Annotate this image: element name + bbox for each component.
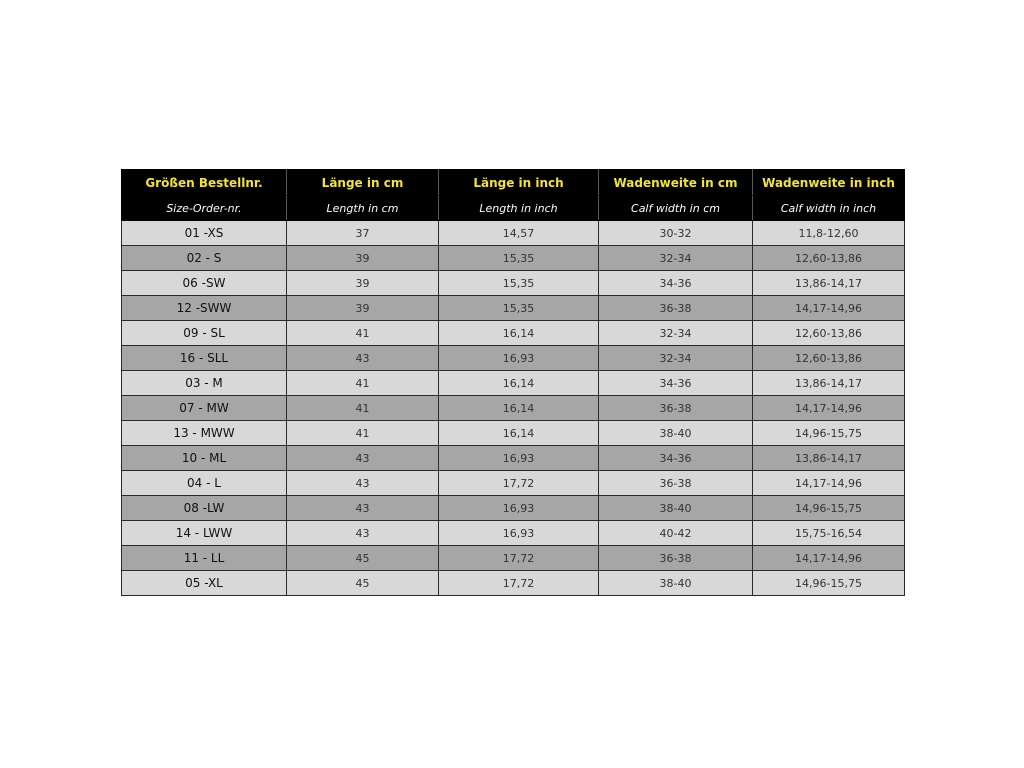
table-row [122, 246, 905, 271]
table-row [122, 421, 905, 446]
table-row [122, 521, 905, 546]
size-cell: 13 - MWW [122, 421, 287, 446]
calf-width-inch-cell: 13,86-14,17 [753, 371, 905, 396]
calf-width-inch-cell: 14,17-14,96 [753, 396, 905, 421]
length-cm-cell: 37 [287, 221, 439, 246]
table-row [122, 571, 905, 596]
subheader-length-inch: Length in inch [439, 196, 599, 221]
calf-width-cm-cell: 32-34 [599, 246, 753, 271]
length-inch-cell: 16,14 [439, 421, 599, 446]
size-cell: 03 - M [122, 371, 287, 396]
calf-width-cm-cell: 38-40 [599, 571, 753, 596]
size-cell: 14 - LWW [122, 521, 287, 546]
calf-width-cm-cell: 32-34 [599, 346, 753, 371]
length-cm-cell: 43 [287, 346, 439, 371]
table-row [122, 371, 905, 396]
table-row [122, 396, 905, 421]
calf-width-cm-cell: 38-40 [599, 496, 753, 521]
subheader-calf-width-cm: Calf width in cm [599, 196, 753, 221]
length-cm-cell: 43 [287, 521, 439, 546]
calf-width-cm-cell: 36-38 [599, 396, 753, 421]
length-inch-cell: 16,93 [439, 496, 599, 521]
length-inch-cell: 16,14 [439, 371, 599, 396]
header-length-cm: Länge in cm [287, 170, 439, 196]
header-row [122, 170, 905, 196]
calf-width-inch-cell: 14,96-15,75 [753, 571, 905, 596]
size-cell: 12 -SWW [122, 296, 287, 321]
length-cm-cell: 43 [287, 446, 439, 471]
subheader-size-order: Size-Order-nr. [122, 196, 287, 221]
size-cell: 05 -XL [122, 571, 287, 596]
length-cm-cell: 43 [287, 471, 439, 496]
header-calf-width-cm: Wadenweite in cm [599, 170, 753, 196]
calf-width-cm-cell: 34-36 [599, 271, 753, 296]
length-cm-cell: 39 [287, 246, 439, 271]
calf-width-inch-cell: 13,86-14,17 [753, 446, 905, 471]
calf-width-inch-cell: 12,60-13,86 [753, 321, 905, 346]
table-row [122, 346, 905, 371]
table-row [122, 271, 905, 296]
length-inch-cell: 16,93 [439, 446, 599, 471]
size-cell: 02 - S [122, 246, 287, 271]
calf-width-cm-cell: 36-38 [599, 471, 753, 496]
table-row [122, 496, 905, 521]
table-row [122, 296, 905, 321]
calf-width-cm-cell: 36-38 [599, 296, 753, 321]
length-cm-cell: 41 [287, 396, 439, 421]
header-size-order: Größen Bestellnr. [122, 170, 287, 196]
calf-width-cm-cell: 32-34 [599, 321, 753, 346]
calf-width-cm-cell: 30-32 [599, 221, 753, 246]
calf-width-cm-cell: 36-38 [599, 546, 753, 571]
table-row [122, 446, 905, 471]
header-length-inch: Länge in inch [439, 170, 599, 196]
length-inch-cell: 16,14 [439, 396, 599, 421]
size-cell: 16 - SLL [122, 346, 287, 371]
size-cell: 11 - LL [122, 546, 287, 571]
length-inch-cell: 15,35 [439, 271, 599, 296]
subheader-row [122, 196, 905, 221]
calf-width-inch-cell: 14,17-14,96 [753, 471, 905, 496]
length-cm-cell: 39 [287, 271, 439, 296]
calf-width-cm-cell: 34-36 [599, 446, 753, 471]
calf-width-inch-cell: 14,17-14,96 [753, 296, 905, 321]
calf-width-inch-cell: 14,17-14,96 [753, 546, 905, 571]
header-calf-width-inch: Wadenweite in inch [753, 170, 905, 196]
calf-width-cm-cell: 38-40 [599, 421, 753, 446]
size-cell: 08 -LW [122, 496, 287, 521]
calf-width-cm-cell: 34-36 [599, 371, 753, 396]
length-cm-cell: 41 [287, 321, 439, 346]
calf-width-inch-cell: 12,60-13,86 [753, 246, 905, 271]
size-cell: 04 - L [122, 471, 287, 496]
length-cm-cell: 39 [287, 296, 439, 321]
length-cm-cell: 45 [287, 571, 439, 596]
calf-width-inch-cell: 12,60-13,86 [753, 346, 905, 371]
size-chart-table [121, 169, 905, 596]
length-cm-cell: 41 [287, 421, 439, 446]
length-inch-cell: 15,35 [439, 296, 599, 321]
size-cell: 06 -SW [122, 271, 287, 296]
size-cell: 10 - ML [122, 446, 287, 471]
length-cm-cell: 43 [287, 496, 439, 521]
calf-width-inch-cell: 14,96-15,75 [753, 496, 905, 521]
table-row [122, 221, 905, 246]
length-cm-cell: 41 [287, 371, 439, 396]
calf-width-inch-cell: 15,75-16,54 [753, 521, 905, 546]
length-inch-cell: 17,72 [439, 571, 599, 596]
size-cell: 07 - MW [122, 396, 287, 421]
size-cell: 01 -XS [122, 221, 287, 246]
calf-width-cm-cell: 40-42 [599, 521, 753, 546]
table-row [122, 471, 905, 496]
length-cm-cell: 45 [287, 546, 439, 571]
table-row [122, 546, 905, 571]
length-inch-cell: 16,14 [439, 321, 599, 346]
length-inch-cell: 16,93 [439, 346, 599, 371]
length-inch-cell: 15,35 [439, 246, 599, 271]
length-inch-cell: 17,72 [439, 546, 599, 571]
calf-width-inch-cell: 13,86-14,17 [753, 271, 905, 296]
length-inch-cell: 16,93 [439, 521, 599, 546]
size-cell: 09 - SL [122, 321, 287, 346]
table-row [122, 321, 905, 346]
subheader-length-cm: Length in cm [287, 196, 439, 221]
calf-width-inch-cell: 14,96-15,75 [753, 421, 905, 446]
length-inch-cell: 14,57 [439, 221, 599, 246]
subheader-calf-width-inch: Calf width in inch [753, 196, 905, 221]
calf-width-inch-cell: 11,8-12,60 [753, 221, 905, 246]
length-inch-cell: 17,72 [439, 471, 599, 496]
